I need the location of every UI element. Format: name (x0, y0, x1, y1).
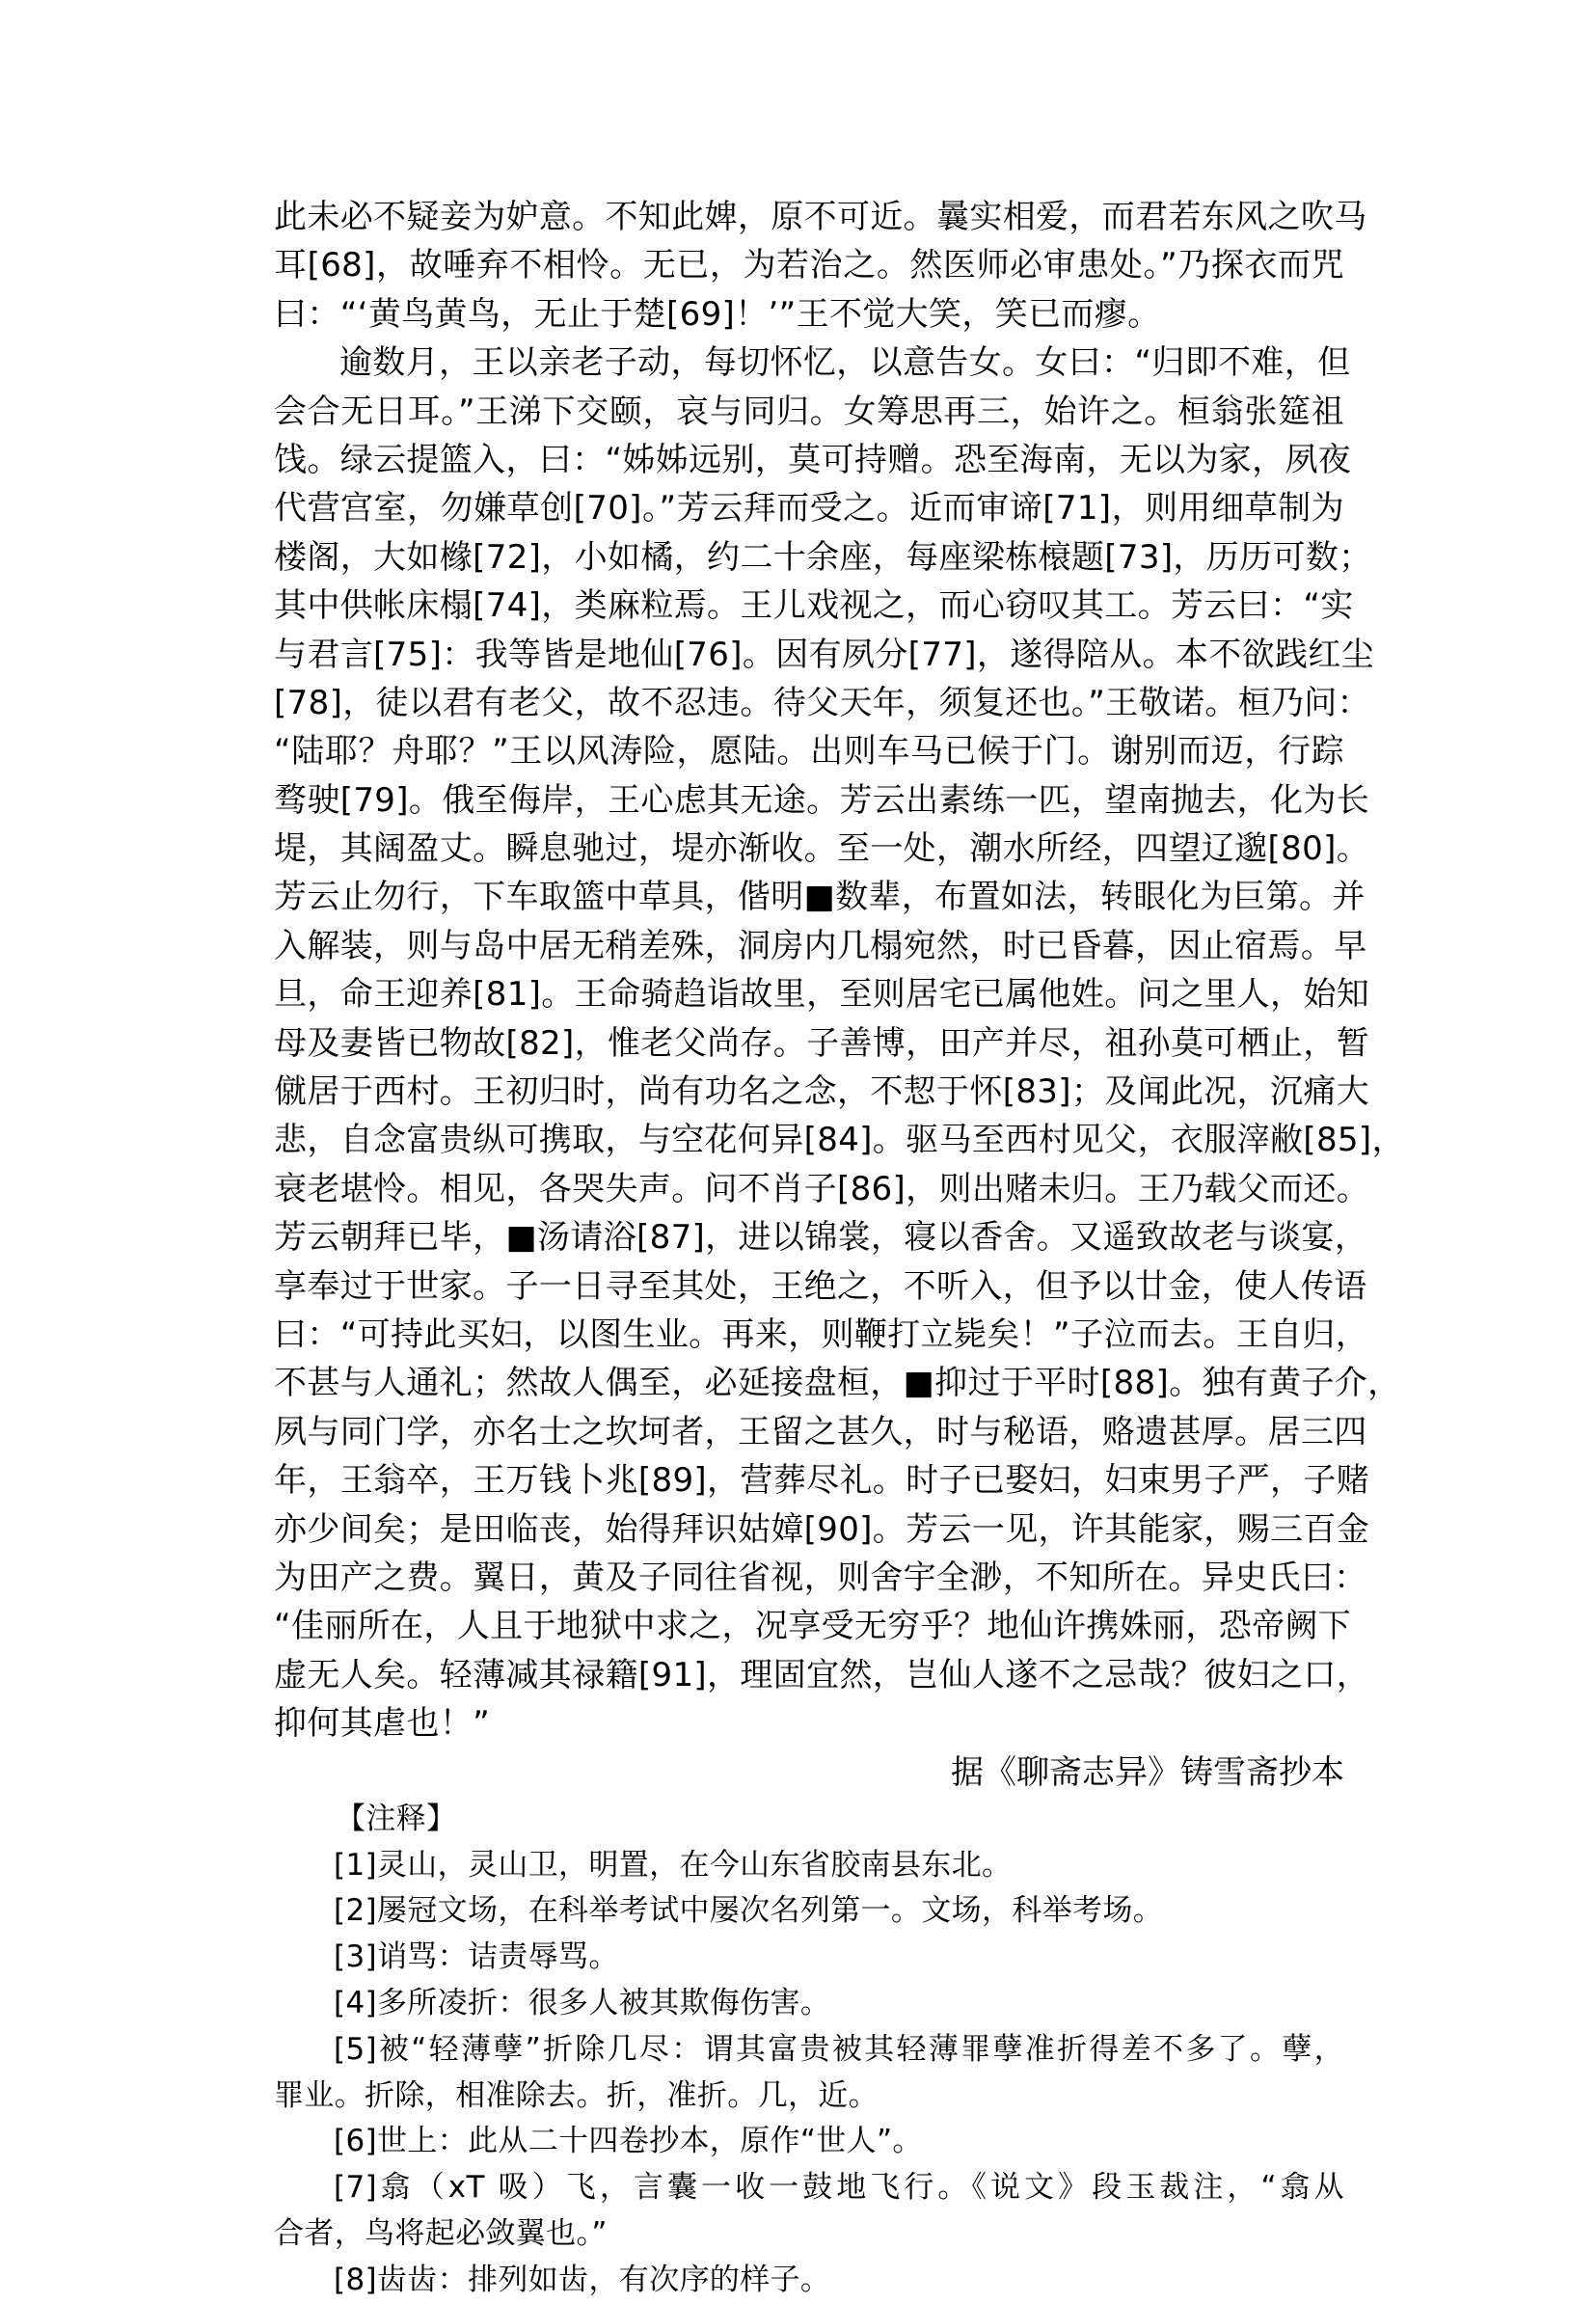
annotations-heading: 【注释】 (336, 1801, 457, 1836)
body-line: 曰：“‘黄鸟黄鸟，无止于楚[69]！’”王不觉大笑，笑已而瘳。 (274, 294, 1161, 334)
body-line: 年，王翁卒，王万钱卜兆[89]，营葬尽礼。时子已娶妇，妇束男子严，子赌 (274, 1461, 1370, 1501)
body-line: 旦，命王迎养[81]。王命骑趋诣故里，至则居宅已属他姓。问之里人，始知 (274, 975, 1370, 1015)
body-line: 抑何其虐也！” (274, 1704, 491, 1744)
note-line: [1]灵山，灵山卫，明置，在今山东省胶南县东北。 (334, 1847, 1013, 1883)
body-line: 僦居于西村。王初归时，尚有功名之念，不恝于怀[83]；及闻此况，沉痛大 (274, 1072, 1370, 1112)
body-line: 芳云朝拜已毕，■汤请浴[87]，进以锦裳，寝以香舍。又遥致故老与谈宴， (274, 1218, 1368, 1258)
note-line: [3]诮骂：诘责辱骂。 (334, 1939, 619, 1975)
body-line: 亦少间矣；是田临丧，始得拜识姑嫜[90]。芳云一见，许其能家，赐三百金 (274, 1509, 1370, 1549)
body-line: 母及妻皆已物故[82]，惟老父尚存。子善博，田产并尽，祖孙莫可栖止，暂 (274, 1023, 1370, 1063)
body-line-paragraph-start: 逾数月，王以亲老子动，每切怀忆，以意告女。女曰：“归即不难，但 (339, 343, 1351, 383)
story-body (274, 193, 1405, 1748)
body-line: 入解装，则与岛中居无稍差殊，洞房内几榻宛然，时已昏暮，因止宿焉。早 (274, 926, 1367, 965)
body-line: 此未必不疑妾为妒意。不知此婢，原不可近。曩实相爱，而君若东风之吹马 (274, 198, 1367, 236)
body-line: “佳丽所在，人且于地狱中求之，况享受无穷乎？地仙许携姝丽，恐帝阙下 (274, 1607, 1352, 1646)
body-line: 衰老堪怜。相见，各哭失声。问不肖子[86]，则出赌未归。王乃载父而还。 (274, 1169, 1370, 1208)
body-line: 悲，自念富贵纵可携取，与空花何异[84]。驱马至西村见父，衣服滓敝[85]， (274, 1121, 1405, 1160)
body-line: 夙与同门学，亦名士之坎坷者，王留之甚久，时与秘语，赂遗甚厚。居三四 (274, 1412, 1367, 1451)
body-line: 耳[68]，故唾弃不相怜。无已，为若治之。然医师必审患处。”乃探衣而咒 (274, 246, 1344, 285)
body-line: 其中供帐床榻[74]，类麻粒焉。王儿戏视之，而心窃叹其工。芳云曰：“实 (274, 586, 1354, 626)
body-line: 虚无人矣。轻薄减其禄籍[91]，理固宜然，岂仙人遂不之忌哉？彼妇之口， (274, 1655, 1370, 1694)
note-line: [8]齿齿：排列如齿，有次序的样子。 (334, 2262, 831, 2297)
note-line: [4]多所凌折：很多人被其欺侮伤害。 (334, 1986, 831, 2021)
body-line: 曰：“可持此买妇，以图生业。再来，则鞭打立毙矣！”子泣而去。王自归， (274, 1315, 1369, 1354)
body-line: 会合无日耳。”王涕下交颐，哀与同归。女筹思再三，始许之。桓翁张筵祖 (274, 392, 1344, 431)
note-line-continuation: 合者，鸟将起必敛翼也。” (274, 2216, 608, 2252)
body-line: 饯。绿云提篮入，曰：“姊姊远别，莫可持赠。恐至海南，无以为家，夙夜 (274, 440, 1352, 479)
body-line: 不甚与人通礼；然故人偶至，必延接盘桓，■抑过于平时[88]。独有黄子介， (274, 1364, 1401, 1403)
body-line: [78]，徒以君有老父，故不忍违。待父天年，须复还也。”王敬诺。桓乃问： (274, 683, 1371, 722)
body-line: “陆耶？舟耶？”王以风涛险，愿陆。出则车马已候于门。谢别而迈，行踪 (274, 732, 1344, 772)
note-line: [6]世上：此从二十四卷抄本，原作“世人”。 (334, 2124, 923, 2159)
body-line: 芳云止勿行，下车取篮中草具，偕明■数辈，布置如法，转眼化为巨第。并 (274, 878, 1366, 917)
annotations-section (274, 1797, 1344, 2304)
body-line: 代营宫室，勿嫌草创[70]。”芳云拜而受之。近而审谛[71]，则用细草制为 (274, 489, 1344, 529)
body-line: 与君言[75]：我等皆是地仙[76]。因有夙分[77]，遂得陪从。本不欲践红尘 (274, 635, 1375, 674)
note-line: [2]屡冠文场，在科举考试中屡次名列第一。文场，科举考场。 (334, 1893, 1164, 1929)
note-line: [5]被“轻薄孽”折除几尽：谓其富贵被其轻薄罪孽准折得差不多了。孽， (334, 2031, 1344, 2067)
body-line: 为田产之费。翼日，黄及子同往省视，则舍宇全渺，不知所在。异史氏曰： (274, 1558, 1367, 1597)
body-line: 堤，其阔盈丈。瞬息驰过，堤亦渐收。至一处，潮水所经，四望辽邈[80]。 (274, 829, 1370, 869)
note-line: [7]翕（xT 吸）飞，言囊一收一鼓地飞行。《说文》段玉裁注，“翕从 (334, 2170, 1344, 2206)
body-line: 骛驶[79]。俄至侮岸，王心虑其无途。芳云出素练一匹，望南抛去，化为长 (274, 780, 1370, 820)
body-line: 楼阁，大如橼[72]，小如橘，约二十余座，每座梁栋榱题[73]，历历可数； (274, 537, 1372, 577)
source-attribution: 据《聊斋志异》铸雪斋抄本 (951, 1752, 1344, 1792)
body-line: 享奉过于世家。子一日寻至其处，王绝之，不听入，但予以廿金，使人传语 (274, 1266, 1367, 1306)
note-line-continuation: 罪业。折除，相准除去。折，准折。几，近。 (274, 2077, 879, 2113)
document-page (274, 193, 1405, 2304)
